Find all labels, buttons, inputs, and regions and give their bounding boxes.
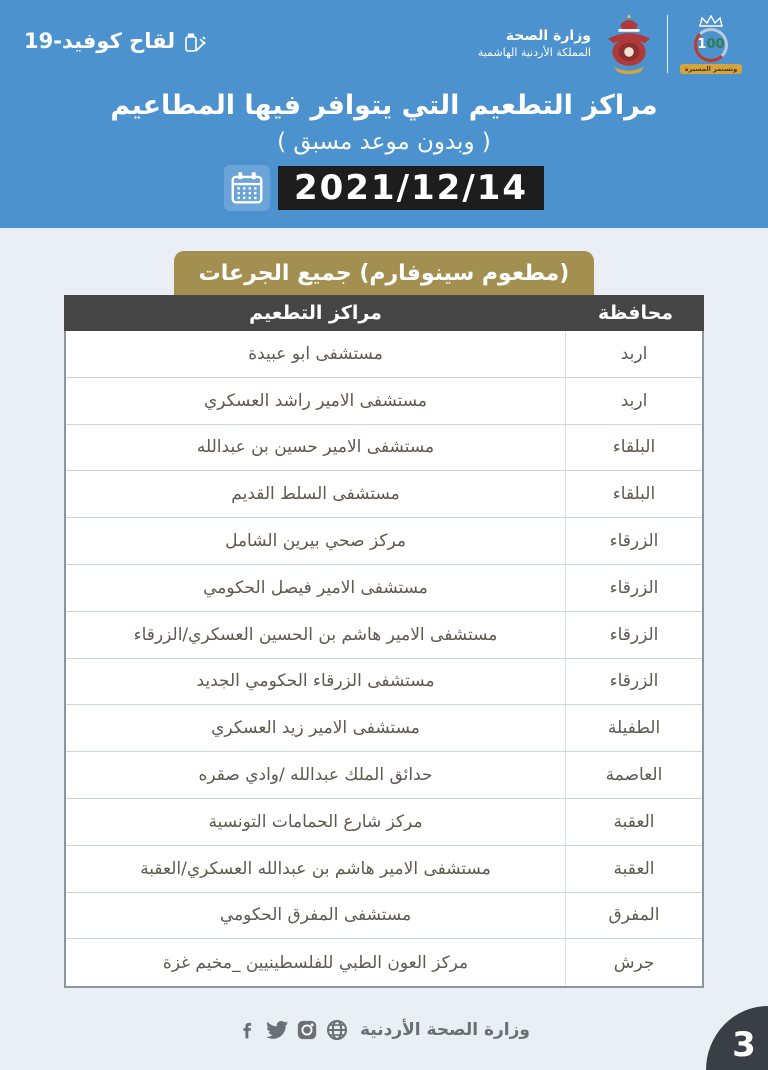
table-row (66, 939, 702, 986)
instagram-icon (296, 1019, 318, 1041)
vaccine-type-banner: (مطعوم سينوفارم) جميع الجرعات (174, 251, 594, 295)
governorate-cell: البلقاء (565, 471, 702, 517)
governorate-cell: العقبة (565, 846, 702, 892)
center-name-cell: مستشفى الامير زيد العسكري (211, 718, 420, 739)
center-name-cell: مستشفى الامير هاشم بن الحسين العسكري/الزرقاء (133, 624, 498, 645)
footer (0, 1018, 768, 1042)
ministry-block (478, 12, 744, 76)
table-row (66, 659, 702, 706)
center-name-cell: مستشفى ابو عبيدة (248, 343, 383, 364)
page-subtitle: ( وبدون موعد مسبق ) (277, 129, 491, 155)
center-name-cell: مركز شارع الحمامات التونسية (208, 811, 423, 832)
globe-icon (325, 1018, 349, 1042)
footer-ministry-label: وزارة الصحة الأردنية (360, 1020, 530, 1041)
column-header-governorate: محافظة (597, 302, 674, 324)
facebook-icon (238, 1019, 258, 1041)
vaccination-centers-table (64, 295, 704, 988)
center-name-cell: مستشفى السلط القديم (231, 484, 400, 505)
governorate-cell: جرش (565, 939, 702, 986)
center-name-cell: مستشفى الامير راشد العسكري (203, 390, 428, 411)
governorate-cell: العقبة (565, 799, 702, 845)
vaccine-vial-icon (183, 28, 207, 54)
covid-vaccine-badge (24, 28, 207, 54)
covid-vaccine-label: لقاح كوفيد-19 (24, 29, 176, 53)
column-header-centers: مراكز التطعيم (249, 302, 382, 324)
table-row (66, 893, 702, 940)
page-title: مراكز التطعيم التي يتوافر فيها المطاعيم (110, 90, 658, 121)
center-name-cell: مستشفى الزرقاء الحكومي الجديد (196, 671, 435, 692)
governorate-cell: العاصمة (565, 752, 702, 798)
table-row (66, 752, 702, 799)
table-body (64, 331, 704, 988)
table-row (66, 331, 702, 378)
table-row (66, 378, 702, 425)
governorate-cell: اربد (565, 378, 702, 424)
governorate-cell: البلقاء (565, 425, 702, 471)
centennial-logo (678, 15, 744, 74)
jordan-coat-of-arms-icon (601, 12, 657, 76)
governorate-cell: المفرق (565, 893, 702, 939)
center-name-cell: مستشفى الامير حسين بن عبدالله (196, 437, 435, 458)
center-name-cell: مستشفى الامير فيصل الحكومي (203, 577, 428, 598)
table-row (66, 425, 702, 472)
centennial-caption: وتستمر المسيرة (680, 64, 743, 74)
twitter-icon (265, 1018, 289, 1042)
centennial-zeros: 00 (706, 37, 725, 52)
table-row (66, 799, 702, 846)
date-row (24, 165, 744, 211)
governorate-cell: الزرقاء (565, 518, 702, 564)
page-number: 3 (732, 1025, 756, 1065)
center-name-cell: مركز العون الطبي للفلسطينيين _مخيم غزة (162, 952, 469, 973)
page-number-badge (706, 1006, 768, 1070)
calendar-icon (224, 165, 270, 211)
governorate-cell: الزرقاء (565, 612, 702, 658)
governorate-cell: اربد (565, 331, 702, 377)
center-name-cell: مستشفى الامير هاشم بن عبدالله العسكري/العقبة (140, 858, 491, 879)
header-divider (667, 15, 668, 73)
header (0, 0, 768, 228)
table-row (66, 846, 702, 893)
centennial-number: 1 (697, 37, 707, 52)
ministry-name: وزارة الصحة (505, 28, 591, 45)
table-row (66, 705, 702, 752)
table-header (64, 295, 704, 331)
center-name-cell: مستشفى المفرق الحكومي (219, 905, 412, 926)
table-row (66, 565, 702, 612)
center-name-cell: حدائق الملك عبدالله /وادي صقره (198, 765, 433, 786)
centennial-100-badge (694, 28, 728, 62)
table-row (66, 518, 702, 565)
center-name-cell: مركز صحي بيرين الشامل (225, 531, 406, 552)
date-value: 2021/12/14 (278, 166, 544, 210)
ministry-kingdom: المملكة الأردنية الهاشمية (477, 46, 591, 60)
table-row (66, 471, 702, 518)
governorate-cell: الزرقاء (565, 659, 702, 705)
governorate-cell: الزرقاء (565, 565, 702, 611)
ministry-text (478, 27, 591, 61)
table-row (66, 612, 702, 659)
crown-icon (698, 15, 724, 28)
governorate-cell: الطفيلة (565, 705, 702, 751)
